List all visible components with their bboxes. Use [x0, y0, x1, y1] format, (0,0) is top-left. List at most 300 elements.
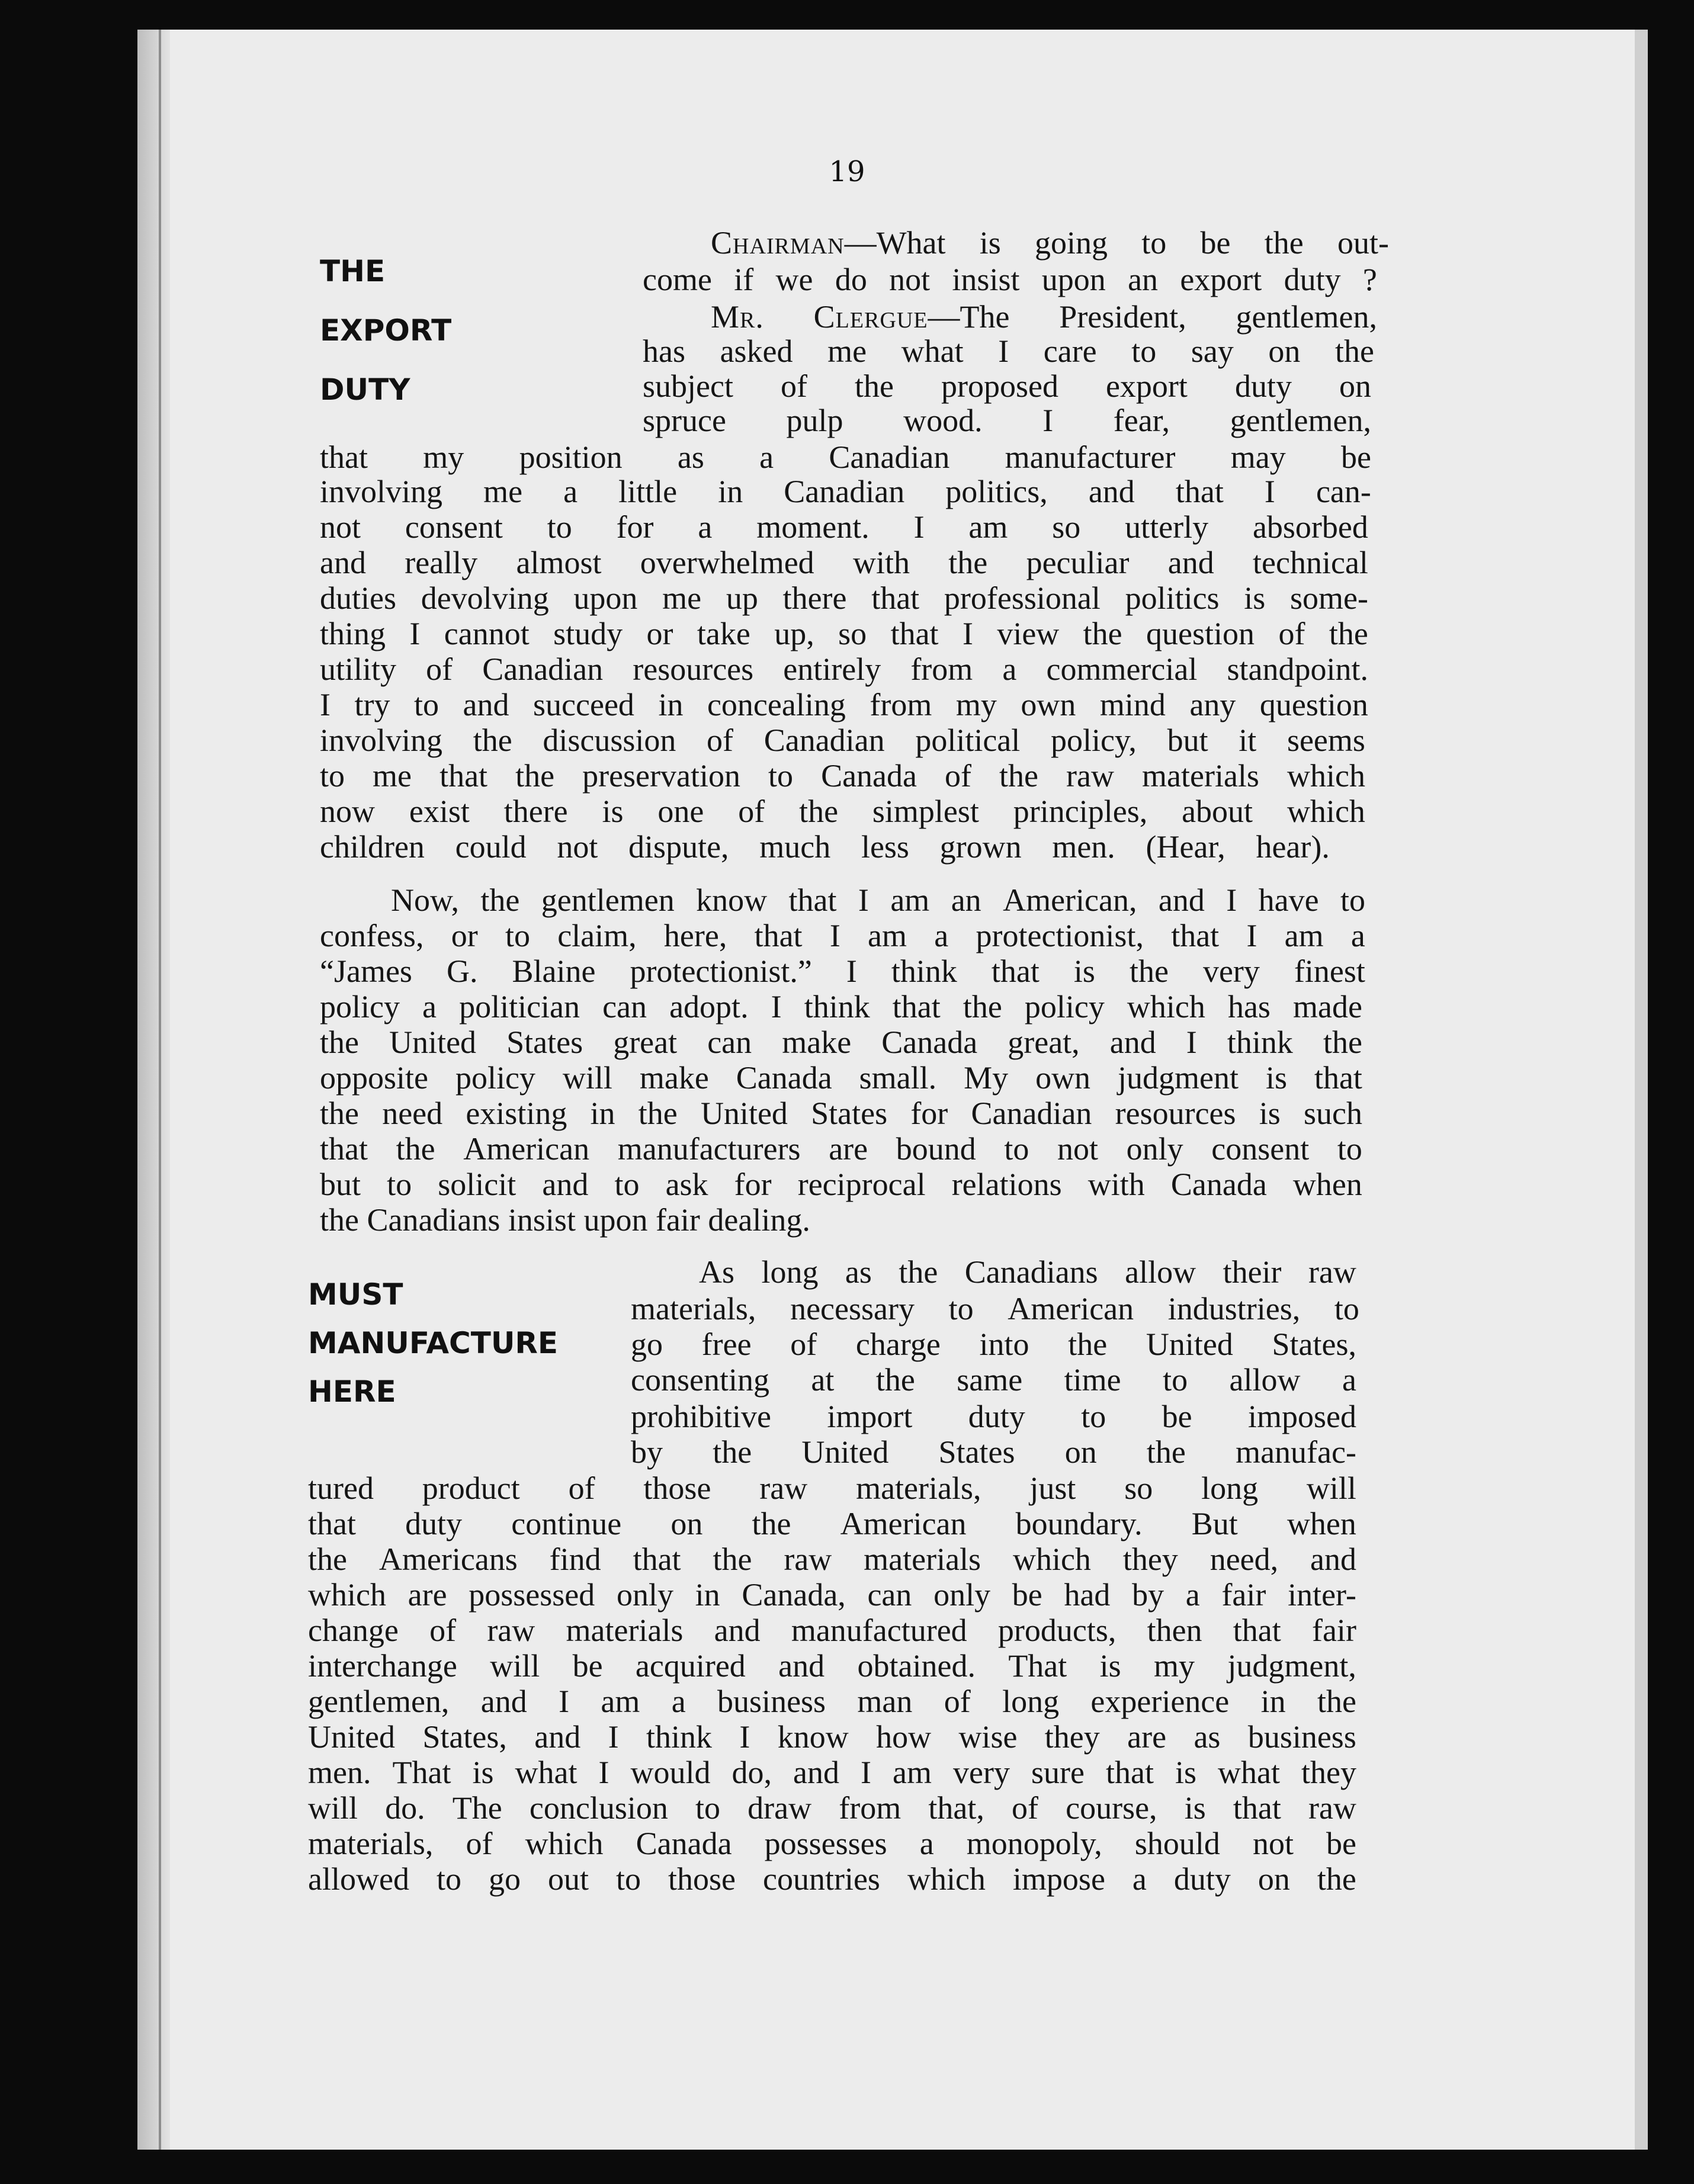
word: to	[695, 1790, 721, 1826]
word: that,	[928, 1790, 984, 1826]
word: policy	[1024, 989, 1105, 1024]
word: and	[1109, 1024, 1156, 1060]
word: an	[951, 882, 981, 918]
word: Blaine	[512, 953, 596, 989]
word: that	[1233, 1790, 1281, 1826]
word: for	[910, 1096, 948, 1131]
word: that	[991, 953, 1040, 989]
word: materials,	[631, 1291, 756, 1327]
word: almost	[516, 545, 602, 580]
word: has	[643, 333, 685, 369]
word: grown	[939, 829, 1022, 865]
word: materials,	[308, 1826, 434, 1861]
word: study	[553, 616, 623, 651]
word: United	[700, 1096, 788, 1131]
word: policy,	[1050, 722, 1137, 758]
word: the	[320, 1024, 359, 1060]
word: solicit	[438, 1167, 516, 1202]
word: to	[1131, 333, 1157, 369]
word: to	[547, 509, 572, 545]
word: the	[473, 722, 512, 758]
word: a	[919, 1826, 934, 1861]
word: wise	[958, 1719, 1018, 1755]
word: those	[643, 1470, 711, 1506]
word: be	[1340, 439, 1371, 475]
word: utility	[320, 651, 397, 687]
word: That	[1008, 1648, 1067, 1684]
word: a	[698, 509, 713, 545]
word: interchange	[308, 1648, 457, 1684]
word: absorbed	[1252, 509, 1368, 545]
word: of	[1011, 1790, 1038, 1826]
word: sure	[1031, 1755, 1085, 1790]
word: bound	[896, 1131, 976, 1167]
word: go	[631, 1327, 663, 1362]
word: that	[871, 580, 920, 616]
word: to	[436, 1861, 461, 1897]
word: reciprocal	[797, 1167, 926, 1202]
word: by	[1132, 1577, 1164, 1613]
word: the	[1264, 225, 1304, 261]
text-line	[320, 651, 1368, 687]
word: the	[752, 1506, 791, 1541]
word: now	[320, 794, 375, 829]
word: about	[1182, 794, 1253, 829]
word: the	[875, 1362, 915, 1398]
word: I	[1246, 918, 1257, 953]
word: principles,	[1013, 794, 1148, 829]
word: concealing	[707, 687, 846, 722]
word: not	[889, 262, 931, 297]
word: Canada	[1170, 1167, 1267, 1202]
word: of	[790, 1327, 817, 1362]
word: question	[1146, 616, 1255, 651]
word: hear).	[1256, 829, 1330, 865]
word: I	[608, 1719, 619, 1755]
word: professional	[944, 580, 1101, 616]
text-line	[631, 1291, 1359, 1327]
word: so	[838, 616, 867, 651]
word: relations	[951, 1167, 1062, 1202]
word: great	[613, 1024, 678, 1060]
word: allow	[1125, 1254, 1196, 1290]
word: that	[1314, 1060, 1362, 1096]
word: with	[1087, 1167, 1145, 1202]
word: need	[382, 1096, 443, 1131]
word: discussion	[543, 722, 676, 758]
text-line	[308, 1648, 1356, 1684]
word: which	[1286, 758, 1365, 794]
word: the	[1146, 1434, 1186, 1470]
word: possessed	[469, 1577, 595, 1613]
word: I	[739, 1719, 750, 1755]
word: know	[696, 882, 768, 918]
word: fear,	[1113, 403, 1170, 438]
word: just	[1029, 1470, 1076, 1506]
page-gutter	[137, 30, 170, 2150]
word: import	[827, 1399, 913, 1434]
word: free	[701, 1327, 752, 1362]
word: My	[964, 1060, 1009, 1096]
word: upon	[573, 580, 638, 616]
word: small.	[859, 1060, 937, 1096]
word: they	[1301, 1755, 1356, 1790]
word: am	[868, 918, 907, 953]
word: there	[503, 794, 568, 829]
word: be	[1162, 1399, 1192, 1434]
word: the	[396, 1131, 435, 1167]
word: States	[938, 1434, 1015, 1470]
word: children	[320, 829, 425, 865]
word: I	[913, 509, 925, 545]
word: to	[1340, 882, 1365, 918]
word: to	[1004, 1131, 1029, 1167]
word: only	[616, 1577, 673, 1613]
word: materials,	[856, 1470, 981, 1506]
word: raw	[487, 1613, 535, 1648]
word: imposed	[1248, 1399, 1356, 1434]
word: am	[601, 1684, 640, 1719]
text-line	[320, 1060, 1362, 1096]
sidenote-line: MANUFACTURE	[308, 1326, 559, 1360]
word: make	[782, 1024, 852, 1060]
word: that	[320, 1131, 368, 1167]
word: and	[1158, 882, 1205, 918]
word: Canadians	[964, 1254, 1098, 1290]
word: Canadian	[829, 439, 950, 475]
sidenote-line: HERE	[308, 1374, 396, 1409]
page-edge	[1635, 30, 1648, 2150]
word: think	[804, 989, 870, 1024]
word: duty	[1234, 368, 1292, 404]
word: that	[788, 882, 837, 918]
word: a	[759, 439, 774, 475]
word: ask	[665, 1167, 708, 1202]
word: prohibitive	[631, 1399, 771, 1434]
word: fair	[1221, 1577, 1266, 1613]
text-line	[631, 1327, 1356, 1362]
word: the	[308, 1541, 347, 1577]
word: the	[1334, 333, 1374, 369]
word: with	[852, 545, 910, 580]
word: long	[761, 1254, 819, 1290]
word: to	[768, 758, 794, 794]
text-line	[320, 545, 1368, 580]
word: American	[1008, 1291, 1134, 1327]
word: are	[1127, 1719, 1167, 1755]
word: a	[422, 989, 437, 1024]
word: which	[1127, 989, 1205, 1024]
word: United	[308, 1719, 395, 1755]
word: Mr.	[711, 299, 764, 335]
word: the	[999, 758, 1039, 794]
word: involving	[320, 722, 443, 758]
word: and	[463, 687, 509, 722]
word: not	[1057, 1131, 1099, 1167]
text-line	[320, 1167, 1362, 1202]
word: think	[1227, 1024, 1293, 1060]
text-line	[308, 1826, 1356, 1861]
word: cannot	[444, 616, 530, 651]
text-line	[320, 580, 1368, 616]
word: or	[646, 616, 673, 651]
word: think	[646, 1719, 712, 1755]
word: me	[483, 474, 523, 509]
word: United	[389, 1024, 477, 1060]
text-line	[631, 1434, 1356, 1470]
word: which	[1012, 1541, 1091, 1577]
word: upon	[1041, 262, 1106, 297]
word: materials	[864, 1541, 981, 1577]
word: the	[1129, 953, 1169, 989]
text-line	[308, 1613, 1356, 1648]
word: a	[563, 474, 578, 509]
word: to	[505, 918, 530, 953]
word: utterly	[1125, 509, 1209, 545]
word: go	[488, 1861, 521, 1897]
word: wood.	[903, 403, 983, 438]
word: politics	[1125, 580, 1220, 616]
word: proposed	[941, 368, 1058, 404]
word: those	[668, 1861, 736, 1897]
word: charge	[855, 1327, 941, 1362]
text-line	[711, 225, 1389, 261]
word: be	[572, 1648, 603, 1684]
word: tured	[308, 1470, 374, 1506]
word: States,	[422, 1719, 507, 1755]
word: one	[657, 794, 704, 829]
word: manufacturers	[617, 1131, 801, 1167]
word: Canadian	[763, 722, 885, 758]
word: come	[643, 262, 712, 297]
word: that	[633, 1541, 681, 1577]
text-line	[308, 1684, 1356, 1719]
word: really	[405, 545, 478, 580]
word: they	[1044, 1719, 1100, 1755]
word: could	[455, 829, 527, 865]
word: care	[1043, 333, 1097, 369]
text-line	[643, 333, 1374, 369]
word: am	[893, 1755, 932, 1790]
word: which	[1286, 794, 1365, 829]
word: seems	[1286, 722, 1365, 758]
word: experience	[1090, 1684, 1230, 1719]
word: industries,	[1167, 1291, 1301, 1327]
word: men.	[308, 1755, 371, 1790]
word: if	[734, 262, 754, 297]
word: try	[354, 687, 390, 722]
word: only	[1126, 1131, 1183, 1167]
text-line: the Canadians insist upon fair dealing.	[320, 1202, 810, 1238]
word: great,	[1008, 1024, 1080, 1060]
word: I	[1186, 1024, 1197, 1060]
word: States,	[1272, 1327, 1356, 1362]
word: inter-	[1288, 1577, 1356, 1613]
word: I	[771, 989, 782, 1024]
word: make	[639, 1060, 709, 1096]
word: manufactured	[791, 1613, 967, 1648]
word: moment.	[756, 509, 870, 545]
word: on	[1257, 1861, 1290, 1897]
word: is	[1099, 1648, 1121, 1684]
word: The	[452, 1790, 502, 1826]
word: manufacturer	[1005, 439, 1176, 475]
word: the	[1323, 1024, 1362, 1060]
word: resources	[633, 651, 754, 687]
word: my	[1154, 1648, 1195, 1684]
word: the	[899, 1254, 938, 1290]
word: a	[1002, 651, 1017, 687]
word: Americans	[378, 1541, 518, 1577]
word: I	[829, 918, 840, 953]
word: is	[472, 1755, 494, 1790]
word: we	[775, 262, 813, 297]
word: my	[955, 687, 997, 722]
word: only	[933, 1577, 991, 1613]
word: raw	[759, 1470, 808, 1506]
sidenote-line: DUTY	[320, 372, 410, 407]
text-line	[391, 882, 1365, 918]
word: succeed	[533, 687, 634, 722]
word: may	[1230, 439, 1286, 475]
word: ?	[1362, 262, 1377, 297]
word: peculiar	[1026, 545, 1130, 580]
word: am	[890, 882, 930, 918]
text-line	[308, 1541, 1356, 1577]
word: but	[1167, 722, 1208, 758]
word: Clergue—The	[813, 299, 1010, 335]
word: of	[466, 1826, 493, 1861]
word: allow	[1229, 1362, 1301, 1398]
word: that	[754, 918, 803, 953]
word: mind	[1099, 687, 1166, 722]
word: is	[1265, 1060, 1287, 1096]
word: can	[707, 1024, 752, 1060]
word: commercial	[1046, 651, 1198, 687]
word: Canada	[881, 1024, 978, 1060]
word: As	[699, 1254, 735, 1290]
word: insist	[952, 262, 1020, 297]
text-line	[308, 1470, 1356, 1506]
word: do,	[732, 1755, 772, 1790]
word: I	[1264, 474, 1275, 509]
binding-fold	[159, 30, 161, 2150]
word: me	[662, 580, 702, 616]
word: product	[422, 1470, 520, 1506]
word: resources	[1115, 1096, 1236, 1131]
word: spruce	[643, 403, 726, 438]
page-number: 19	[829, 155, 865, 188]
word: is	[602, 794, 624, 829]
word: of	[780, 368, 807, 404]
word: to	[387, 1167, 412, 1202]
word: on	[1339, 368, 1371, 404]
word: I	[559, 1684, 570, 1719]
word: some-	[1290, 580, 1368, 616]
word: I	[598, 1755, 609, 1790]
word: in	[1260, 1684, 1286, 1719]
word: be	[1326, 1826, 1356, 1861]
text-line	[643, 403, 1371, 438]
word: then	[1147, 1613, 1202, 1648]
word: opposite	[320, 1060, 428, 1096]
word: devolving	[421, 580, 549, 616]
word: boundary.	[1015, 1506, 1143, 1541]
word: claim,	[557, 918, 637, 953]
word: subject	[643, 368, 733, 404]
word: Chairman—What	[711, 225, 946, 261]
word: a	[1185, 1577, 1200, 1613]
text-line	[320, 794, 1365, 829]
word: a	[1342, 1362, 1356, 1398]
word: say	[1191, 333, 1234, 369]
word: much	[759, 829, 831, 865]
word: countries	[763, 1861, 880, 1897]
word: can	[602, 989, 647, 1024]
word: so	[1052, 509, 1081, 545]
word: materials	[1142, 758, 1259, 794]
word: monopoly,	[966, 1826, 1102, 1861]
word: and	[1167, 545, 1214, 580]
text-line	[308, 1861, 1356, 1897]
word: fair	[1311, 1613, 1356, 1648]
sidenote-line: THE	[320, 254, 386, 288]
word: should	[1134, 1826, 1220, 1861]
word: not	[320, 509, 361, 545]
word: States	[811, 1096, 888, 1131]
text-line	[320, 722, 1365, 758]
word: think	[891, 953, 957, 989]
word: will	[1306, 1470, 1356, 1506]
word: and	[778, 1648, 825, 1684]
word: is	[1259, 1096, 1281, 1131]
word: how	[876, 1719, 932, 1755]
word: (Hear,	[1146, 829, 1225, 865]
word: conclusion	[529, 1790, 668, 1826]
word: judgment	[1118, 1060, 1239, 1096]
word: had	[1064, 1577, 1111, 1613]
word: the	[320, 1096, 359, 1131]
word: will	[490, 1648, 540, 1684]
word: what	[901, 333, 964, 369]
text-line	[308, 1577, 1356, 1613]
word: not	[557, 829, 598, 865]
word: up	[726, 580, 758, 616]
word: need,	[1209, 1541, 1279, 1577]
word: the	[515, 758, 555, 794]
word: question	[1259, 687, 1368, 722]
word: President,	[1059, 299, 1186, 335]
word: business	[1247, 1719, 1356, 1755]
word: American,	[1003, 882, 1137, 918]
word: Canada	[821, 758, 917, 794]
sidenote-must-manufacture-here	[308, 1270, 558, 1416]
word: that	[892, 989, 941, 1024]
word: in	[695, 1577, 720, 1613]
word: that	[1171, 918, 1220, 953]
word: there	[782, 580, 847, 616]
word: and	[793, 1755, 840, 1790]
word: man	[857, 1684, 913, 1719]
word: acquired	[635, 1648, 746, 1684]
text-line	[320, 474, 1371, 509]
text-line	[320, 687, 1368, 722]
word: the	[1317, 1861, 1356, 1897]
word: any	[1189, 687, 1236, 722]
text-line	[631, 1362, 1356, 1398]
word: protectionist.”	[630, 953, 812, 989]
text-line	[320, 509, 1368, 545]
